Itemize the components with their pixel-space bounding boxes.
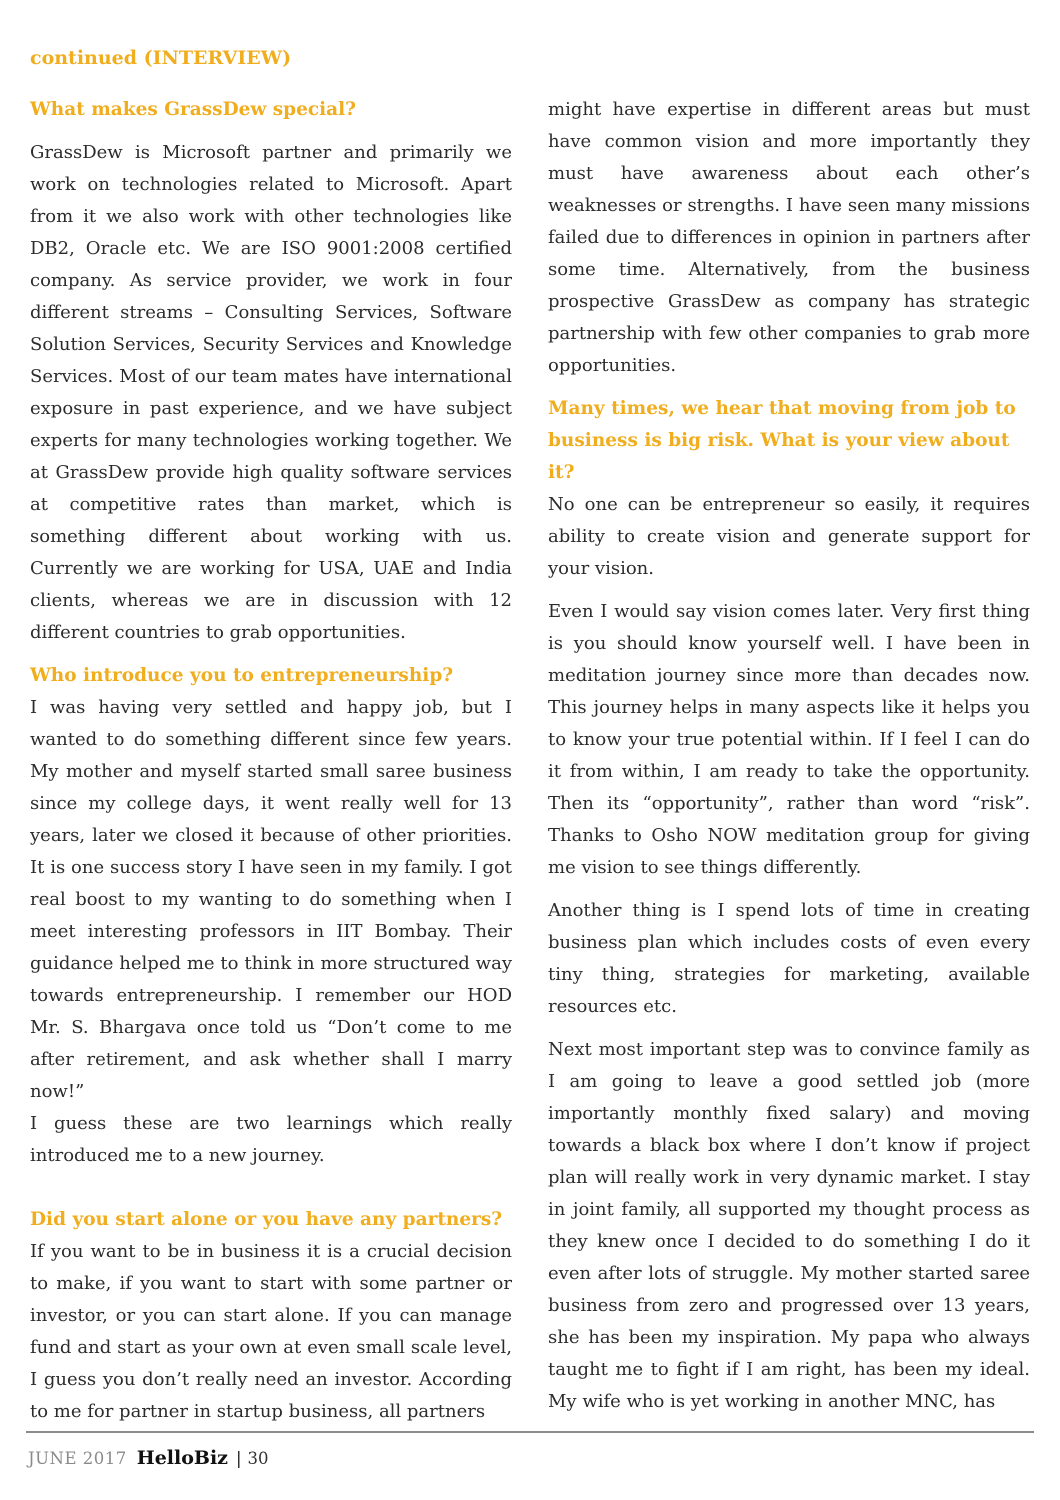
footer-issue-date: JUNE 2017 <box>28 1449 127 1468</box>
question-entrepreneurship: Who introduce you to entrepreneurship? <box>30 665 454 686</box>
question-risk: Many times, we hear that moving from job to business is big risk. What is your view about it? <box>548 398 1016 483</box>
answer-risk: No one can be entrepreneur so easily, it requires ability to create vision and generate support for your vision. <box>548 494 1030 579</box>
right-column <box>548 94 1030 1418</box>
answer-partners: If you want to be in business it is a crucial decision to make, if you want to start with some partner or investor, or you can start alone. If you can manage fund and start as your own at even small scale level, I guess you don’t really need an investor. According to me for partner in startup business, all partners <box>30 1241 512 1422</box>
question-special: What makes GrassDew special? <box>30 99 357 120</box>
answer-risk-vision: Even I would say vision comes later. Very first thing is you should know yourself well. I have been in meditation journey since more than decades now. This journey helps in many aspects like it helps you to know your true potential within. If I feel I can do it from within, I am ready to take the opportunity. Then its “opportunity”, rather than word “risk”. Thanks to Osho NOW meditation group for giving me vision to see things differently. <box>548 601 1030 878</box>
page-number: 30 <box>247 1449 269 1468</box>
answer-special: GrassDew is Microsoft partner and primarily we work on technologies related to Microsoft. Apart from it we also work with other technologies like DB2, Oracle etc. We are ISO 9001:2008 certified company. As service provider, we work in four different streams – Consulting Services, Software Solution Services, Security Services and Knowledge Services. Most of our team mates have international exposure in past experience, and we have subject experts for many technologies working together. We at GrassDew provide high quality software services at competitive rates than market, which is something different about working with us. Currently we are working for USA, UAE and India clients, whereas we are in discussion with 12 different countries to grab opportunities. <box>30 142 512 643</box>
question-partners: Did you start alone or you have any partners? <box>30 1209 503 1230</box>
continued-label: continued (INTERVIEW) <box>30 47 292 69</box>
answer-entrepreneurship-closing: I guess these are two learnings which really introduced me to a new journey. <box>30 1113 512 1166</box>
page-footer <box>28 1447 269 1469</box>
footer-divider <box>26 1431 1034 1433</box>
footer-separator: | <box>235 1449 242 1468</box>
answer-risk-family: Next most important step was to convince family as I am going to leave a good settled job (more importantly monthly fixed salary) and moving towards a black box where I don’t know if project plan will really work in very dynamic market. I stay in joint family, all supported my thought process as they knew once I decided to do something I do it even after lots of struggle. My mother started saree business from zero and progressed over 13 years, she has been my inspiration. My papa who always taught me to fight if I am right, has been my ideal. My wife who is yet working in another MNC, has <box>548 1039 1030 1412</box>
answer-entrepreneurship: I was having very settled and happy job, but I wanted to do something different since few years. My mother and myself started small saree business since my college days, it went really well for 13 years, later we closed it because of other priorities. It is one success story I have seen in my family. I got real boost to my wanting to do something when I meet interesting professors in IIT Bombay. Their guidance helped me to think in more structured way towards entrepreneurship. I remember our HOD Mr. S. Bhargava once told us “Don’t come to me after retirement, and ask whether shall I marry now!” <box>30 697 512 1102</box>
left-column <box>30 94 512 1428</box>
footer-brand: HelloBiz <box>136 1447 228 1469</box>
answer-partners-continued: might have expertise in different areas but must have common vision and more importantly they must have awareness about each other’s weaknesses or strengths. I have seen many missions failed due to differences in opinion in partners after some time. Alternatively, from the business prospective GrassDew as company has strategic partnership with few other companies to grab more opportunities. <box>548 99 1030 376</box>
answer-risk-plan: Another thing is I spend lots of time in creating business plan which includes costs of even every tiny thing, strategies for marketing, available resources etc. <box>548 900 1030 1017</box>
